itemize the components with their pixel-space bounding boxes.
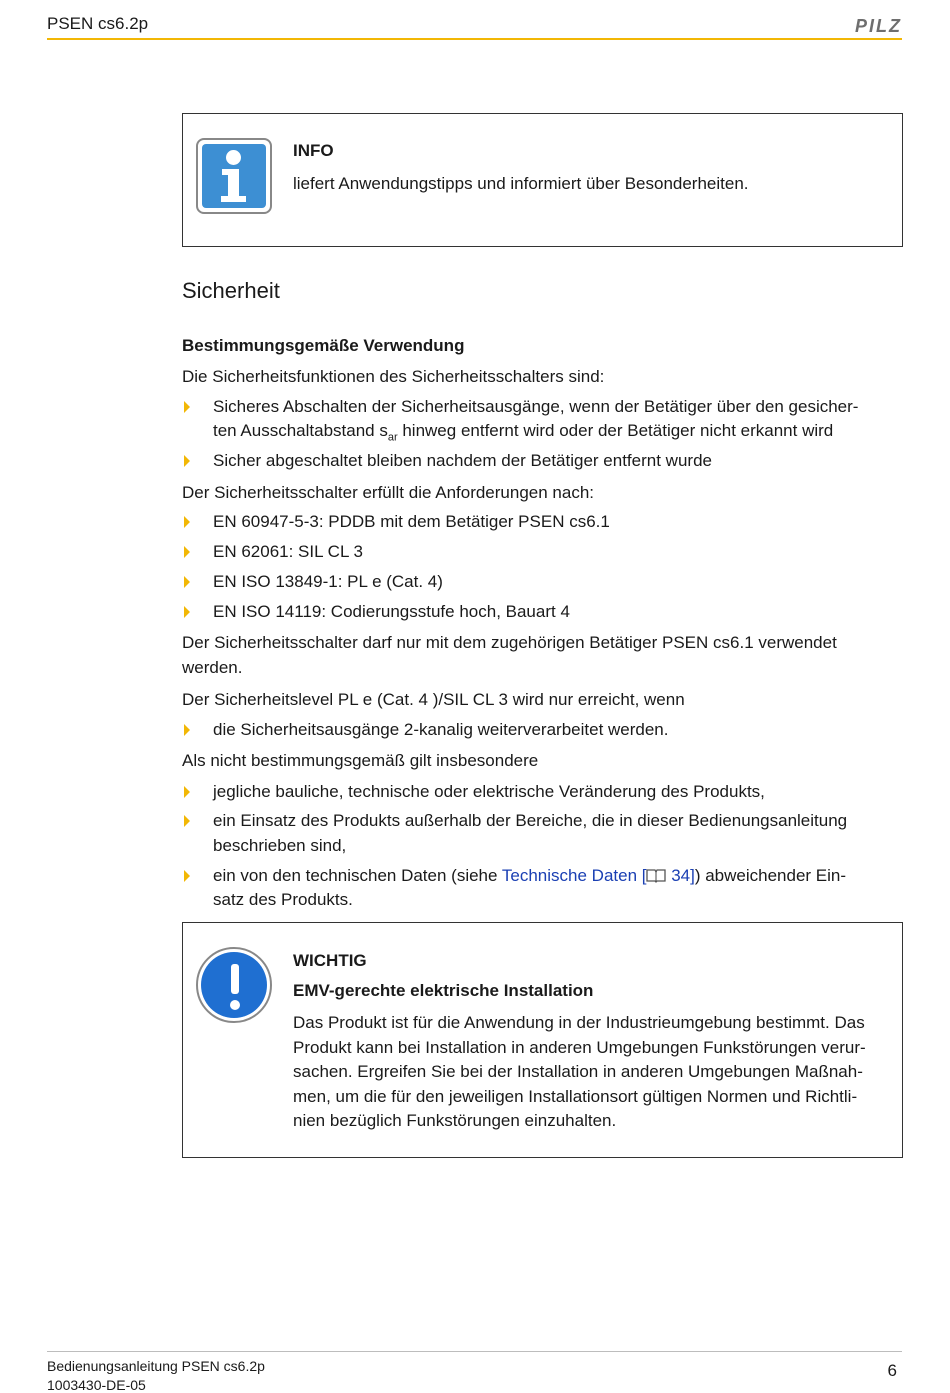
- warning-content: [293, 949, 890, 1134]
- info-box: [182, 113, 903, 247]
- requirement-item: EN ISO 13849-1: PL e (Cat. 4): [213, 572, 443, 591]
- intro-text: Die Sicherheitsfunktionen des Sicherheitsschalters sind:: [182, 367, 605, 386]
- requirement-item: EN 62061: SIL CL 3: [213, 542, 363, 561]
- warning-box: [182, 922, 903, 1158]
- improper-intro: Als nicht bestimmungsgemäß gilt insbesondere: [182, 751, 539, 770]
- doc-title: PSEN cs6.2p: [47, 14, 149, 33]
- warning-subtitle: EMV-gerechte elektrische Installation: [293, 980, 594, 1000]
- actuator-note-line2: werden.: [182, 658, 243, 677]
- info-title: INFO: [293, 141, 334, 160]
- pilz-logo: PILZ: [855, 16, 902, 36]
- page-number: 6: [887, 1361, 897, 1380]
- exclamation-icon: [196, 947, 272, 1023]
- function-item-1-line1: Sicheres Abschalten der Sicherheitsausgänge, wenn der Betätiger über den gesicher-: [213, 397, 859, 416]
- triangle-bullet-icon: [184, 606, 190, 618]
- triangle-bullet-icon: [184, 870, 190, 882]
- triangle-bullet-icon: [184, 815, 190, 827]
- footer-doc-number: 1003430-DE-05: [47, 1377, 146, 1393]
- info-text: liefert Anwendungstipps und informiert über Besonderheiten.: [293, 173, 749, 193]
- triangle-bullet-icon: [184, 546, 190, 558]
- requirements-intro: Der Sicherheitsschalter erfüllt die Anforderungen nach:: [182, 483, 595, 502]
- warning-text-line: sachen. Ergreifen Sie bei der Installation in anderen Umgebungen Maßnah-: [293, 1062, 863, 1081]
- info-content: [293, 139, 890, 196]
- info-icon: [196, 138, 272, 214]
- warning-text-line: nien bezüglich Funkstörungen einzuhalten.: [293, 1111, 617, 1130]
- technical-data-link[interactable]: Technische Daten [ 34]: [501, 866, 695, 885]
- warning-text-line: men, um die für den jeweiligen Installationsort gültigen Normen und Richtli-: [293, 1086, 858, 1106]
- triangle-bullet-icon: [184, 516, 190, 528]
- improper-item-1: jegliche bauliche, technische oder elektrische Veränderung des Produkts,: [213, 782, 765, 801]
- level-note: Der Sicherheitslevel PL e (Cat. 4 )/SIL CL 3 wird nur erreicht, wenn: [182, 690, 685, 709]
- improper-item-3-line2: satz des Produkts.: [213, 890, 353, 909]
- triangle-bullet-icon: [184, 455, 190, 467]
- triangle-bullet-icon: [184, 576, 190, 588]
- footer-manual: Bedienungsanleitung PSEN cs6.2p: [47, 1358, 265, 1374]
- actuator-note-line1: Der Sicherheitsschalter darf nur mit dem zugehörigen Betätiger PSEN cs6.1 verwendet: [182, 633, 837, 652]
- subheading: Bestimmungsgemäße Verwendung: [182, 336, 465, 355]
- improper-item-2-line1: ein Einsatz des Produkts außerhalb der Bereiche, die in dieser Bedienungsanleitung: [213, 811, 848, 830]
- warning-text-line: Das Produkt ist für die Anwendung in der Industrieumgebung bestimmt. Das: [293, 1013, 865, 1032]
- function-item-2: Sicher abgeschaltet bleiben nachdem der Betätiger entfernt wurde: [213, 451, 712, 470]
- improper-item-3-line1: ein von den technischen Daten (siehe Technische Daten [ 34]) abweichender Ein-: [213, 866, 847, 885]
- level-bullet: die Sicherheitsausgänge 2-kanalig weiterverarbeitet werden.: [213, 720, 669, 739]
- triangle-bullet-icon: [184, 786, 190, 798]
- page-header: [47, 14, 902, 40]
- requirement-item: EN ISO 14119: Codierungsstufe hoch, Bauart 4: [213, 602, 570, 621]
- section-heading: Sicherheit: [182, 278, 280, 303]
- warning-text-line: Produkt kann bei Installation in anderen Umgebungen Funkstörungen verur-: [293, 1037, 866, 1057]
- requirement-item: EN 60947-5-3: PDDB mit dem Betätiger PSEN cs6.1: [213, 512, 610, 531]
- footer-divider: [47, 1351, 902, 1352]
- improper-item-2-line2: beschrieben sind,: [213, 836, 347, 855]
- function-item-1-line2: ten Ausschaltabstand $s_{ar}$ hinweg entfernt wird oder der Betätiger nicht erkannt wird: [213, 421, 834, 444]
- warning-text: [293, 1011, 890, 1134]
- warning-title: WICHTIG: [293, 951, 367, 970]
- triangle-bullet-icon: [184, 724, 190, 736]
- book-icon: [646, 868, 666, 883]
- triangle-bullet-icon: [184, 401, 190, 413]
